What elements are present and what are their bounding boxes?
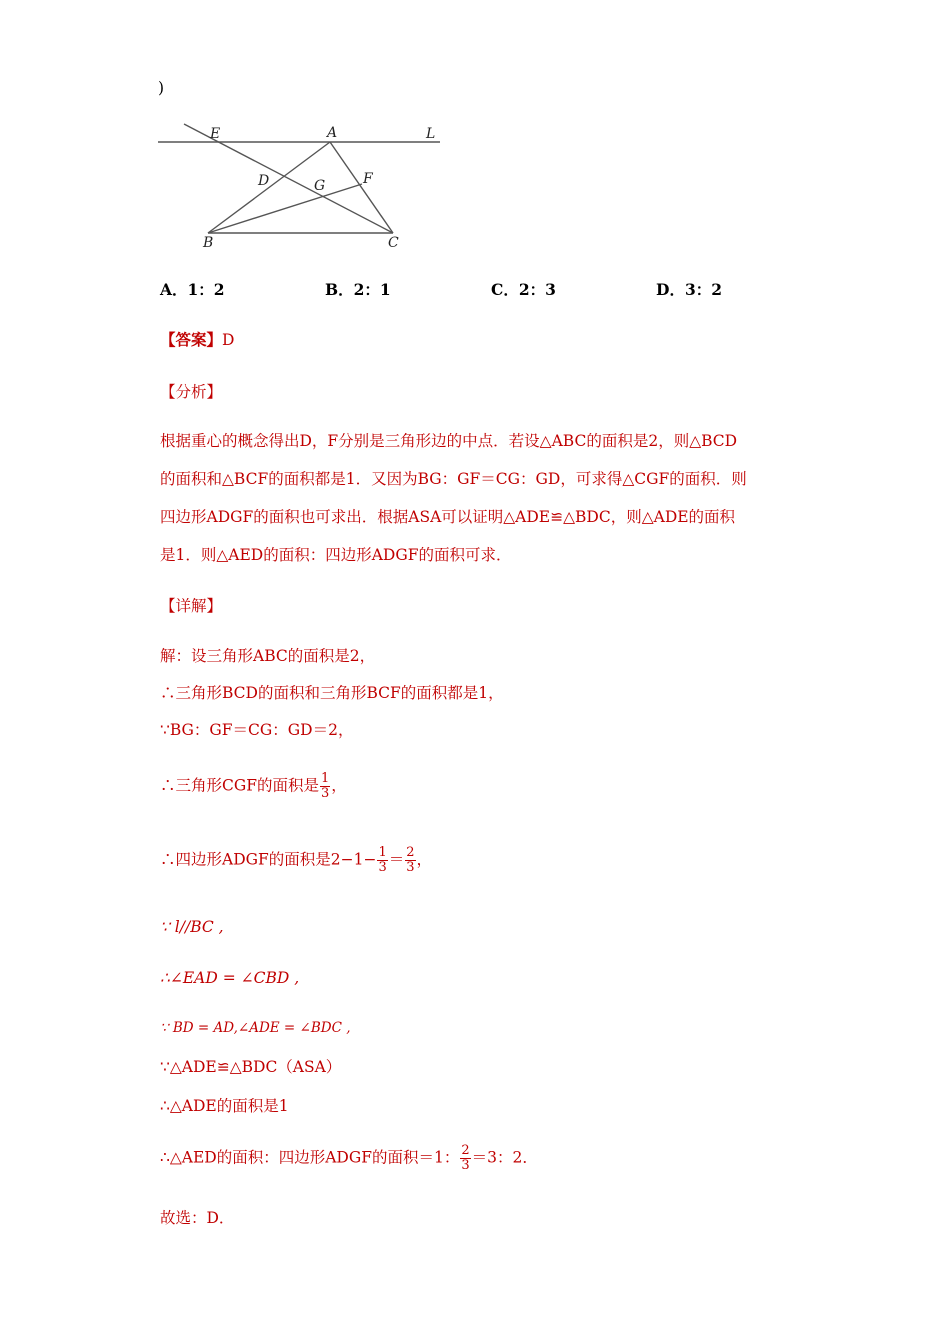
detail-line-1: 解：设三角形ABC的面积是2， (160, 647, 376, 665)
fraction-one-third: $\frac{1}{3}$ (321, 771, 330, 801)
analysis-line-3: 四边形ADGF的面积也可求出．根据ASA可以证明△ADE≌△BDC，则△ADE的面积 (160, 508, 736, 526)
detail-line-3: ∵BG：GF＝CG：GD＝2， (160, 721, 354, 739)
segment-bf (208, 184, 362, 233)
answer-tag: 【答案】 (160, 330, 223, 349)
label-b: B (203, 235, 214, 251)
detail-line-4: ∴三角形CGF的面积是 $\frac{1}{3}$ ， (160, 771, 347, 801)
detail-line-2: ∴三角形BCD的面积和三角形BCF的面积都是1， (160, 684, 504, 702)
option-a: A．1：2 (160, 280, 225, 299)
answer-row (160, 330, 234, 350)
detail-line-5: ∴四边形ADGF的面积是2−1− $\frac{1}{3}$ ＝ $\frac{2}{3}$ ， (160, 845, 433, 875)
fraction-two-thirds: $\frac{2}{3}$ (406, 845, 415, 875)
label-c: C (388, 235, 399, 251)
analysis-tag: 【分析】 (160, 383, 223, 401)
label-l: L (426, 126, 436, 142)
fraction-two-thirds-b: $\frac{2}{3}$ (461, 1143, 470, 1173)
detail-line-10: ∴△ADE的面积是1 (160, 1097, 289, 1115)
label-f: F (363, 171, 373, 187)
label-e: E (210, 126, 221, 142)
detail-line-6: ∵ l//BC , (160, 918, 224, 936)
question-tail: ) (158, 79, 165, 97)
option-b: B．2：1 (325, 280, 391, 299)
analysis-line-1: 根据重心的概念得出D，F分别是三角形边的中点．若设△ABC的面积是2，则△BCD (160, 432, 738, 450)
detail-line-12: 故选：D． (160, 1209, 235, 1227)
detail-line-11: ∴△AED的面积：四边形ADGF的面积＝1： $\frac{2}{3}$ ＝3：2． (160, 1143, 538, 1173)
detail-line-7: ∴∠EAD = ∠CBD , (160, 969, 300, 987)
detail-tag: 【详解】 (160, 597, 223, 615)
label-d: D (258, 173, 270, 189)
detail-line-9: ∵△ADE≌△BDC（ASA） (160, 1058, 342, 1076)
answer-value: D (222, 331, 235, 349)
label-g: G (314, 178, 326, 194)
segment-ac (330, 142, 393, 233)
option-c: C．2：3 (491, 280, 556, 299)
analysis-line-4: 是1．则△AED的面积：四边形ADGF的面积可求． (160, 546, 512, 564)
detail-line-8: ∵ BD = AD,∠ADE = ∠BDC , (160, 1020, 351, 1036)
analysis-line-2: 的面积和△BCF的面积都是1．又因为BG：GF＝CG：GD，可求得△CGF的面积．则 (160, 470, 747, 488)
option-d: D．3：2 (656, 280, 723, 299)
geometry-figure (150, 118, 450, 253)
label-a: A (327, 125, 338, 141)
